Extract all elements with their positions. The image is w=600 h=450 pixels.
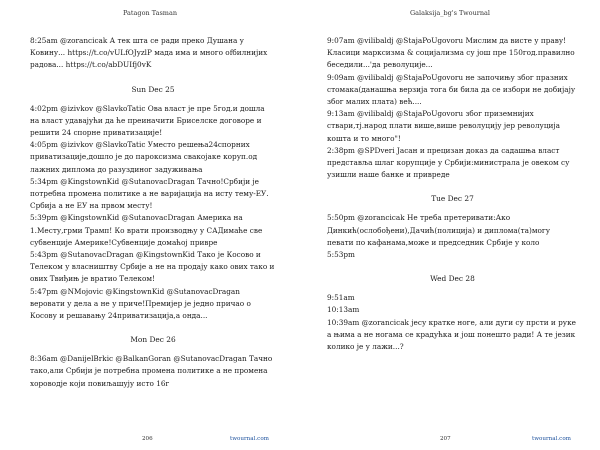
tweet-entry: 5:50pm @zorancicak Не треба претеривати:Ако Динкић(ослобођени),Дачић(полиција) и диплома(та)могу певати по кафанама,може и председник Србије у коло	[327, 213, 551, 247]
left-page-body	[30, 35, 276, 390]
tweet-entry: 9:09am @vilibaldj @StajaPoUgovoru не започињу због празних стомака(данашња верзија тога би била да се избори не добијају због малих плата) већ....	[327, 72, 576, 107]
tweet-entry: 8:36am @DanijelBrkic @BalkanGoran @SutanovacDragan Тачно тако,али Србији је потребна промена политике а не промена хороводје који повиљашују исто 16г	[30, 354, 273, 388]
tweet-entry: 4:02pm @izivkov @SlavkoTatic Ова власт је пре 5год.и дошла на власт удавајући да ће преиначити Бриселске договоре и решити 24 спорне приватизације!	[30, 103, 265, 138]
tweet-entry: 5:34pm @KingstownKid @SutanovacDragan Тачно!Србији је потребна промена политике а не варијација на исту тему-ЕУ. Србија а не ЕУ на првом месту!	[30, 176, 269, 211]
tweet-entry: 2:38pm @SPDveri Јасан и прецизан доказ да садашња власт представља шлаг корупције у Србији:министрала је овеком су узишли наше банке и привреде	[327, 145, 570, 180]
tweet-entry: 5:43pm @SutanovacDragan @KingstownKid Тако је Косово и Телеком у власништву Србије а не на продају како овиx тако и овиx Твиђињ је вратио Телеком!	[30, 250, 275, 284]
right-page	[300, 0, 600, 450]
tweet-entry: 9:51am	[327, 293, 355, 303]
tweet-entry: 5:53pm	[327, 250, 355, 260]
left-page-number: 206	[142, 436, 153, 442]
tweet-entry: 5:39pm @KingstownKid @SutanovacDragan Америка на 1.Месту,грми Трамп! Ко врати производњу у САДимаће све субвенције Америке!Субвенције домаћој привре	[30, 213, 263, 247]
right-page-body	[327, 35, 578, 353]
day-heading: Tue Dec 27	[431, 194, 474, 204]
left-running-head: Patagon Tasman	[122, 9, 178, 17]
tweet-entry: 10:39am @zorancicak јесу кратке ноге, али дуги су прсти и руке а њима а не ногама се крадућка и још понешто ради! А те језик колико је у лажи...?	[327, 317, 576, 352]
left-site-link[interactable]: twournal.com	[230, 436, 269, 442]
right-running-head: Galaksija_bg's Twournal	[409, 9, 491, 17]
right-site-link[interactable]: twournal.com	[532, 436, 571, 442]
tweet-entry: 5:47pm @NMojovic @KingstownKid @SutanovacDragan веровати у дела а не у приче!Премијер је једно причао о Косову и решавању 24приватизација,а онда...	[30, 286, 251, 321]
tweet-entry: 9:13am @vilibaldj @StajaPoUgovoru због приземнијих ствари,тј.народ плати више,више револуцију јер револуција кошта и то много"!	[327, 109, 561, 143]
tweet-entry: 8:25am @zorancicak А тек шта се ради преко Душана у Ковину... https://t.co/vULfOJyzlP мада има и много ofбилнијих радова... https://t.co/abDUIfj0vK	[30, 36, 268, 70]
tweet-entry: 4:05pm @izivkov @SlavkoTatic Уместо решења24спорних приватизације,дошло је до пароксизма свакојаке коруп.од лажних диплома до разуздиног задуживања	[30, 140, 258, 174]
right-page-number: 207	[440, 436, 451, 442]
day-heading: Mon Dec 26	[130, 335, 176, 345]
tweet-entry: 10:13am	[327, 305, 360, 315]
day-heading: Sun Dec 25	[131, 84, 175, 94]
day-heading: Wed Dec 28	[430, 274, 475, 284]
tweet-entry: 9:07am @vilibaldj @StajaPoUgovoru Мислим да висте у праву! Класици марксизма & социјализма су још пре 150год.правилно беседили...'да револуције...	[327, 36, 575, 70]
